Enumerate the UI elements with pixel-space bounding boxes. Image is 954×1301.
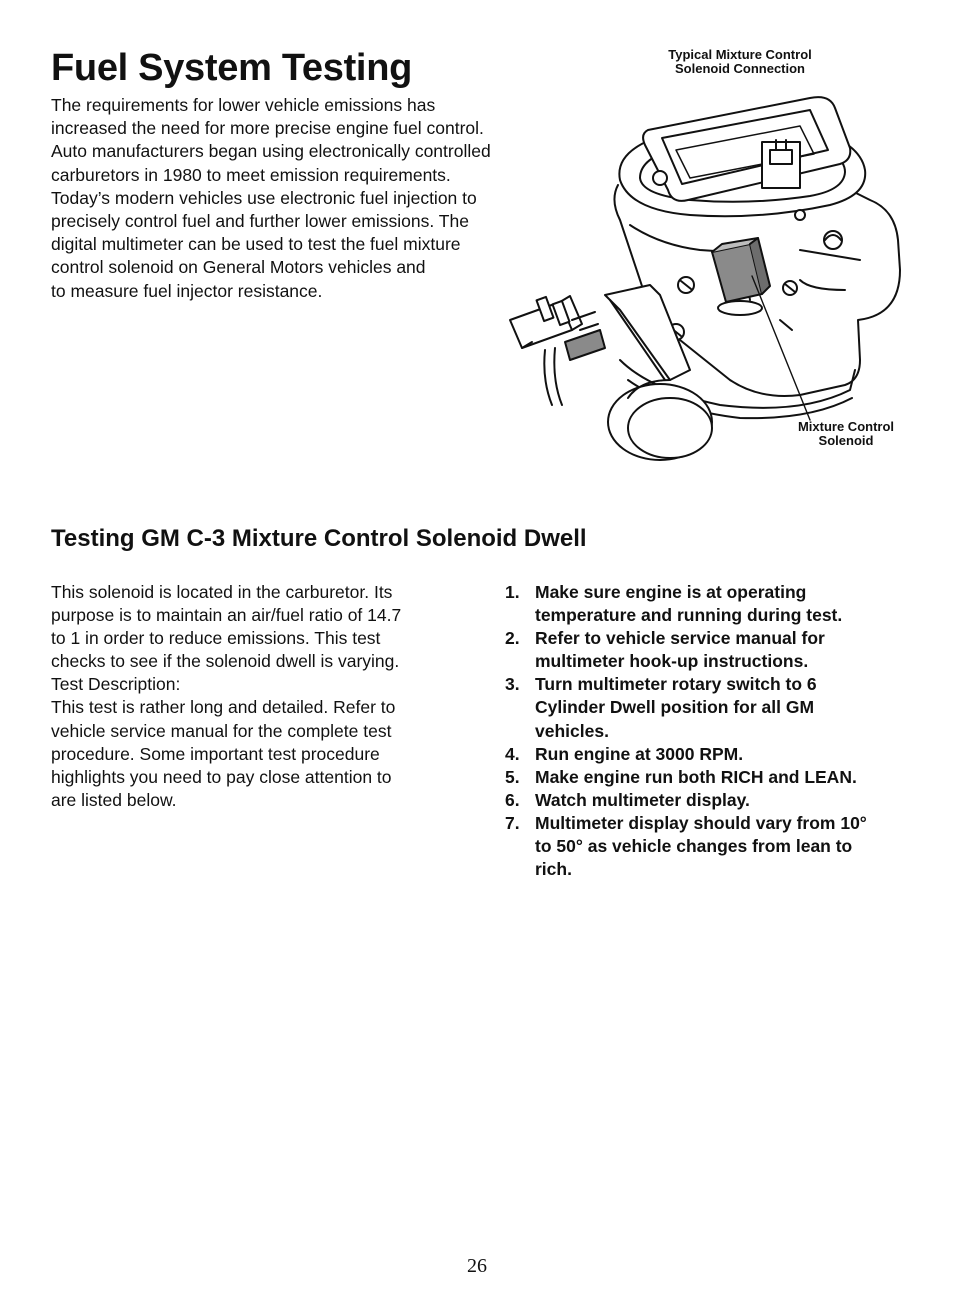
list-item <box>505 673 925 742</box>
description-line: This test is rather long and detailed. Refer to <box>51 697 396 718</box>
description-line: procedure. Some important test procedure <box>51 743 380 764</box>
list-item <box>505 812 925 881</box>
intro-line: to measure fuel injector resistance. <box>51 280 323 301</box>
step-number: 4. <box>505 743 520 764</box>
description-line: to 1 in order to reduce emissions. This test <box>51 628 381 649</box>
step-text: vehicles. <box>535 720 609 741</box>
step-text: Multimeter display should vary from 10° <box>535 812 867 833</box>
step-text: temperature and running during test. <box>535 605 843 626</box>
list-item <box>505 627 925 673</box>
step-number: 6. <box>505 789 520 810</box>
list-item <box>505 743 925 766</box>
description-line: highlights you need to pay close attention to <box>51 766 392 787</box>
figure-caption-line: Typical Mixture Control <box>668 47 812 62</box>
description-line: This solenoid is located in the carburetor. Its <box>51 582 393 602</box>
figure-caption-top <box>640 48 840 76</box>
section-title: Testing GM C-3 Mixture Control Solenoid Dwell <box>51 525 587 552</box>
intro-line: Auto manufacturers began using electronically controlled <box>51 141 491 162</box>
step-number: 1. <box>505 582 520 602</box>
description-line: Test Description: <box>51 674 181 695</box>
step-text: Make sure engine is at operating <box>535 582 807 602</box>
step-text: rich. <box>535 859 572 880</box>
figure-caption-line: Mixture Control <box>797 419 895 434</box>
step-number: 2. <box>505 628 520 649</box>
step-text: Make engine run both RICH and LEAN. <box>535 766 857 787</box>
step-text: Refer to vehicle service manual for <box>535 628 825 649</box>
step-number: 5. <box>505 766 520 787</box>
step-text: Run engine at 3000 RPM. <box>535 743 744 764</box>
intro-line: control solenoid on General Motors vehicles and <box>51 257 426 278</box>
list-item <box>505 766 925 789</box>
carburetor-illustration <box>500 80 920 470</box>
description-line: checks to see if the solenoid dwell is varying. <box>51 651 400 672</box>
test-steps-list <box>505 581 925 881</box>
step-text: Watch multimeter display. <box>535 789 750 810</box>
step-number: 7. <box>505 812 520 833</box>
description-line: vehicle service manual for the complete test <box>51 720 392 741</box>
description-paragraph <box>51 581 471 812</box>
page-number: 26 <box>467 1255 487 1277</box>
figure-caption-line: Solenoid Connection <box>675 61 805 76</box>
figure-caption-line: Solenoid <box>818 433 874 448</box>
step-number: 3. <box>505 674 520 695</box>
step-text: multimeter hook-up instructions. <box>535 651 809 672</box>
step-text: Turn multimeter rotary switch to 6 <box>535 674 817 695</box>
description-line: are listed below. <box>51 789 177 810</box>
intro-line: carburetors in 1980 to meet emission requirements. <box>51 164 451 185</box>
step-text: to 50° as vehicle changes from lean to <box>535 836 853 857</box>
intro-line: Today’s modern vehicles use electronic fuel injection to <box>51 187 477 208</box>
intro-line: precisely control fuel and further lower emissions. The <box>51 211 469 232</box>
list-item <box>505 789 925 812</box>
figure-caption-bottom <box>780 420 912 448</box>
intro-line: increased the need for more precise engine fuel control. <box>51 118 484 139</box>
step-text: Cylinder Dwell position for all GM <box>535 697 815 718</box>
page-title: Fuel System Testing <box>51 47 413 89</box>
intro-paragraph <box>51 94 551 303</box>
list-item <box>505 581 925 627</box>
intro-line: digital multimeter can be used to test the fuel mixture <box>51 234 461 255</box>
description-line: purpose is to maintain an air/fuel ratio of 14.7 <box>51 605 402 626</box>
intro-line: The requirements for lower vehicle emissions has <box>51 95 436 115</box>
